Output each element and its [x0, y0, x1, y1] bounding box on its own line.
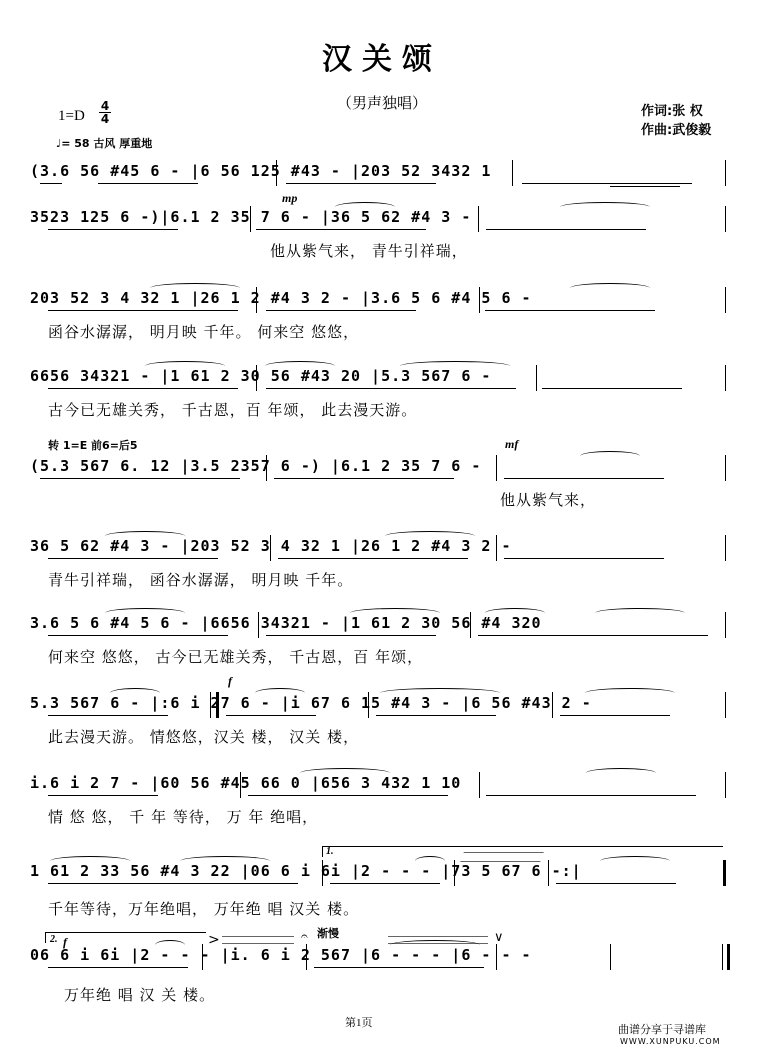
barline — [496, 535, 497, 561]
barline — [496, 944, 497, 970]
score-system-8 — [30, 694, 730, 746]
score-system-11 — [30, 946, 730, 1004]
notation-line: 203 52 3 4 32 1 |26 1 2 #4 3 2 - |3.6 5 6 #4 5 6 - — [30, 289, 532, 307]
notation-line: 1 61 2 33 56 #4 3 22 |06 6 i 6i |2 - - - |73 5 67 6 -:| — [30, 862, 582, 880]
underline-beam — [478, 635, 708, 636]
underline-beam — [610, 186, 680, 187]
slur — [105, 608, 185, 618]
barline — [256, 287, 257, 313]
tempo-marking — [56, 135, 152, 151]
underline-beam — [48, 388, 238, 389]
notation-line: (5.3 567 6. 12 |3.5 2357 6 -) |6.1 2 35 7 6 - — [30, 457, 482, 475]
underline-beam — [48, 229, 178, 230]
barline — [725, 206, 726, 232]
slur — [390, 940, 480, 950]
tempo-value: ♩= 58 — [56, 137, 90, 150]
slur — [300, 768, 390, 778]
lyrics-line: 情 悠 悠， 千 年 等待， 万 年 绝唱， — [48, 808, 319, 826]
slur — [155, 940, 185, 950]
barline — [725, 692, 726, 718]
score-system-9 — [30, 774, 730, 826]
slur — [415, 856, 445, 866]
barline — [725, 612, 726, 638]
barline — [306, 944, 307, 970]
score-system-7 — [30, 614, 730, 666]
barline — [725, 365, 726, 391]
slur — [105, 531, 185, 541]
underline-beam — [376, 715, 496, 716]
lyrics-line: 千年等待，万年绝唱， 万年绝 唱 汉关 楼。 — [48, 900, 360, 918]
slur — [585, 688, 675, 698]
notation-line: 5.3 567 6 - |:6 i 27 6 - |i 67 6 15 #4 3 - |6 56 #43 2 - — [30, 694, 592, 712]
dynamic-f-second: f — [63, 935, 67, 949]
fermata-mark: 𝄐 — [301, 929, 308, 943]
lyrics-line: 他从紫气来， — [500, 491, 597, 509]
underline-beam — [504, 558, 664, 559]
underline-beam — [286, 183, 436, 184]
page-number: 第1页 — [345, 1017, 373, 1029]
barline — [470, 612, 471, 638]
page-title: 汉关颂 — [322, 42, 442, 77]
volta-1-label: 1. — [326, 846, 334, 857]
notation-line: 36 5 62 #4 3 - |203 52 3 4 32 1 |26 1 2 #4 3 2 - — [30, 537, 512, 555]
score-system-4 — [30, 367, 730, 419]
underline-beam — [278, 558, 468, 559]
notation-line: (3.6 56 #45 6 - |6 56 125 #43 - |203 52 3432 1 — [30, 162, 492, 180]
slur — [180, 856, 270, 866]
underline-beam — [486, 795, 696, 796]
notation-line: 3523 125 6 -)|6.1 2 35 7 6 - |36 5 62 #4 3 - — [30, 208, 472, 226]
underline-beam — [48, 967, 188, 968]
underline-beam — [40, 478, 240, 479]
underline-beam — [256, 229, 426, 230]
underline-beam — [266, 310, 416, 311]
score-system-3 — [30, 289, 730, 341]
slur — [385, 531, 475, 541]
underline-beam — [504, 478, 664, 479]
score-system-5 — [30, 457, 730, 509]
underline-beam — [486, 229, 646, 230]
crescendo-hairpin — [222, 936, 294, 944]
slur — [485, 608, 545, 618]
volta-2-label: 2. — [50, 934, 58, 945]
lyrics-line: 他从紫气来， 青牛引祥瑞， — [270, 242, 468, 260]
underline-beam — [266, 388, 516, 389]
underline-beam — [48, 715, 168, 716]
final-barline — [727, 944, 730, 970]
lyricist-credit: 作词:张 权 — [641, 104, 703, 119]
score-system-6 — [30, 537, 730, 589]
slur — [586, 768, 656, 778]
barline — [725, 772, 726, 798]
underline-beam — [226, 715, 316, 716]
barline — [548, 860, 549, 886]
barline — [454, 860, 455, 886]
underline-beam — [556, 883, 676, 884]
slur — [400, 361, 510, 371]
breath-mark: ∨ — [494, 930, 504, 945]
dynamic-f: f — [228, 674, 232, 688]
barline — [496, 455, 497, 481]
underline-beam — [48, 795, 158, 796]
slur — [380, 688, 500, 698]
score-system-10 — [30, 862, 730, 918]
notation-line: 6656 34321 - |1 61 2 30 56 #43 20 |5.3 567 6 - — [30, 367, 492, 385]
source-url: WWW.XUNPUKU.COM — [620, 1037, 721, 1046]
notation-line: i.6 i 2 7 - |60 56 #45 66 0 |656 3 432 1 10 — [30, 774, 462, 792]
barline — [276, 160, 277, 186]
barline — [322, 860, 323, 886]
notation-line: 06 6 i 6i |2 - - - |i. 6 i 2 567 |6 - - - |6 - - - — [30, 946, 532, 964]
slur — [50, 856, 130, 866]
underline-beam — [48, 310, 238, 311]
lyrics-line: 古今已无雄关秀， 千古恩，百 年颂， 此去漫天游。 — [48, 401, 418, 419]
barline — [725, 455, 726, 481]
underline-beam — [560, 715, 670, 716]
underline-beam — [266, 635, 436, 636]
slur — [580, 451, 640, 461]
barline — [725, 287, 726, 313]
slur — [255, 688, 305, 698]
underline-beam — [522, 183, 692, 184]
barline — [256, 365, 257, 391]
lyrics-line: 函谷水潺潺， 明月映 千年。 何来空 悠悠， — [48, 323, 360, 341]
barline — [210, 692, 211, 718]
slur — [595, 608, 685, 618]
barline — [552, 692, 553, 718]
slur — [150, 283, 240, 293]
barline — [536, 365, 537, 391]
lyrics-line: 何来空 悠悠， 古今已无雄关秀， 千古恩，百 年颂， — [48, 648, 424, 666]
underline-beam — [48, 558, 218, 559]
underline-beam — [248, 795, 448, 796]
slur — [335, 202, 395, 212]
lyrics-line: 万年绝 唱 汉 关 楼。 — [64, 986, 216, 1004]
ritardando-marking: 渐慢 — [317, 927, 339, 940]
barline — [479, 287, 480, 313]
underline-beam — [98, 183, 198, 184]
underline-beam — [485, 310, 655, 311]
underline-beam — [274, 478, 454, 479]
source-credit: 曲谱分享于寻谱库 — [618, 1023, 706, 1036]
barline — [266, 455, 267, 481]
slur — [570, 283, 650, 293]
dynamic-mf: mf — [505, 437, 519, 451]
barline — [479, 772, 480, 798]
barline — [368, 692, 369, 718]
barline — [478, 206, 479, 232]
slur — [600, 856, 670, 866]
repeat-end-barline — [723, 860, 726, 886]
barline — [240, 772, 241, 798]
composer-credit: 作曲:武俊毅 — [641, 123, 712, 138]
barline — [270, 535, 271, 561]
subtitle: （男声独唱） — [336, 94, 427, 112]
modulation-marking: 转 1=E 前6=后5 — [48, 439, 138, 452]
slur — [265, 361, 335, 371]
underline-beam — [542, 388, 682, 389]
barline — [725, 160, 726, 186]
slur — [350, 608, 440, 618]
slur — [110, 688, 160, 698]
score-system-1 — [30, 162, 730, 202]
barline — [610, 944, 611, 970]
underline-beam — [48, 635, 228, 636]
score-system-2 — [30, 208, 730, 260]
time-signature — [99, 100, 111, 125]
underline-beam — [48, 883, 298, 884]
lyrics-line: 青牛引祥瑞， 函谷水潺潺， 明月映 千年。 — [48, 571, 354, 589]
underline-beam — [314, 967, 484, 968]
decrescendo-hairpin — [460, 852, 544, 862]
lyrics-line: 此去漫天游。 情悠悠，汉关 楼， 汉关 楼， — [48, 728, 360, 746]
dynamic-mp: mp — [282, 191, 298, 205]
barline — [250, 206, 251, 232]
underline-beam — [330, 883, 440, 884]
barline — [725, 535, 726, 561]
barline — [512, 160, 513, 186]
accent-mark: > — [208, 932, 220, 948]
time-signature-bottom: 4 — [100, 112, 110, 126]
barline — [258, 612, 259, 638]
slur — [145, 361, 225, 371]
style-text: 古风 厚重地 — [93, 137, 153, 150]
slur — [560, 202, 650, 212]
time-signature-top: 4 — [100, 99, 110, 113]
underline-beam — [40, 183, 62, 184]
barline — [722, 944, 723, 970]
key-signature: 1=D — [58, 108, 85, 124]
notation-line: 3.6 5 6 #4 5 6 - |6656 34321 - |1 61 2 30 56 #4 320 — [30, 614, 542, 632]
repeat-start-barline — [216, 692, 219, 718]
barline — [202, 944, 203, 970]
